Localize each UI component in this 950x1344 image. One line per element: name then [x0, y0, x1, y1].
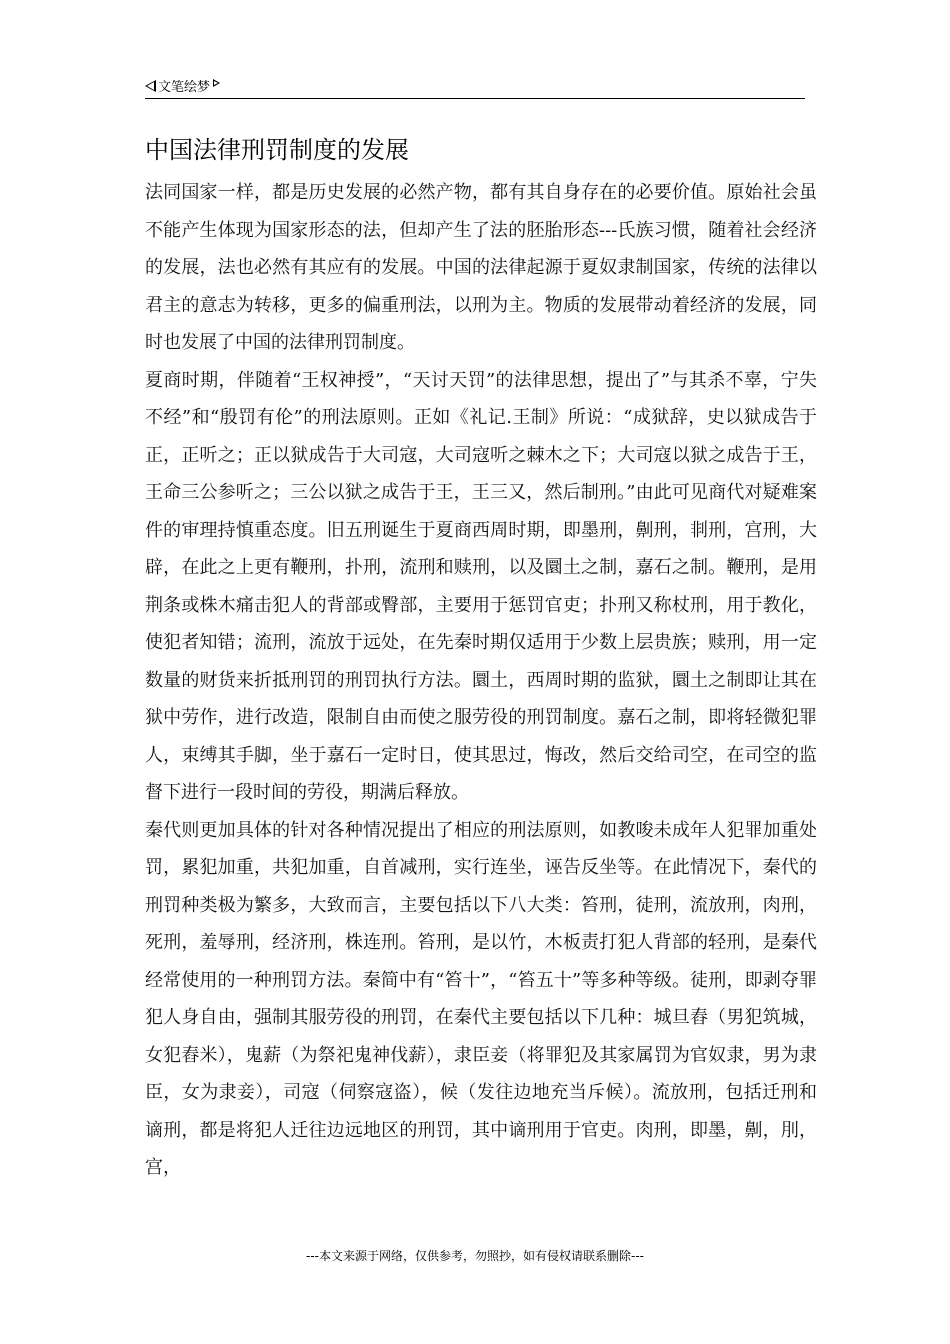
document-title: 中国法律刑罚制度的发展 — [145, 136, 409, 164]
paragraph-intro: 法同国家一样，都是历史发展的必然产物，都有其自身存在的必要价值。原始社会虽不能产生体现为国家形态的法，但却产生了法的胚胎形态---氏族习惯，随着社会经济的发展，法也必然有其应有的发展。中国的法律起源于夏奴隶制国家，传统的法律以君主的意志为转移，更多的偏重刑法，以刑为主。物质的发展带动着经济的发展，同时也发展了中国的法律刑罚制度。 — [145, 182, 817, 353]
header-brand-text: 文笔绘梦 — [158, 80, 211, 95]
header-brand — [145, 76, 220, 95]
page-header — [145, 72, 805, 99]
triangle-right-icon — [213, 79, 220, 87]
page-footer: ---本文来源于网络，仅供参考，勿照抄，如有侵权请联系删除--- — [306, 1249, 644, 1263]
paragraph-xia-shang: 夏商时期，伴随着“王权神授”，“天讨天罚”的法律思想，提出了”与其杀不辜，宁失不经”和“殷罚有伦”的刑法原则。正如《礼记.王制》所说：“成狱辞，史以狱成告于正，正听之；正以狱成告于大司寇，大司寇听之棘木之下；大司寇以狱之成告于王，王命三公参听之；三公以狱之成告于王，王三又，然后制刑。”由此可见商代对疑难案件的审理持慎重态度。旧五刑诞生于夏商西周时期，即墨刑，劓刑，剕刑，宫刑，大辟，在此之上更有鞭刑，扑刑，流刑和赎刑，以及圜土之制，嘉石之制。鞭刑，是用荆条或株木痛击犯人的背部或臀部，主要用于惩罚官吏；扑刑又称杖刑，用于教化，使犯者知错；流刑，流放于远处，在先秦时期仅适用于少数上层贵族；赎刑，用一定数量的财货来折抵刑罚的刑罚执行方法。圜土，西周时期的监狱，圜土之制即让其在狱中劳作，进行改造，限制自由而使之服劳役的刑罚制度。嘉石之制，即将轻微犯罪人，束缚其手脚，坐于嘉石一定时日，使其思过，悔改，然后交给司空，在司空的监督下进行一段时间的劳役，期满后释放。 — [145, 369, 817, 803]
triangle-left-icon — [145, 80, 156, 92]
document-body — [145, 174, 817, 1187]
paragraph-qin: 秦代则更加具体的针对各种情况提出了相应的刑法原则，如教唆未成年人犯罪加重处罚，累犯加重，共犯加重，自首减刑，实行连坐，诬告反坐等。在此情况下，秦代的刑罚种类极为繁多，大致而言，主要包括以下八大类：笞刑，徒刑，流放刑，肉刑，死刑，羞辱刑，经济刑，株连刑。笞刑，是以竹，木板责打犯人背部的轻刑，是秦代经常使用的一种刑罚方法。秦简中有“笞十”，“笞五十”等多种等级。徒刑，即剥夺罪犯人身自由，强制其服劳役的刑罚，在秦代主要包括以下几种：城旦舂（男犯筑城，女犯舂米），鬼薪（为祭祀鬼神伐薪），隶臣妾（将罪犯及其家属罚为官奴隶，男为隶臣，女为隶妾），司寇（伺察寇盗），候（发往边地充当斥候）。流放刑，包括迁刑和谪刑，都是将犯人迁往边远地区的刑罚，其中谪刑用于官吏。肉刑，即墨，劓，刖，宫， — [145, 819, 817, 1178]
